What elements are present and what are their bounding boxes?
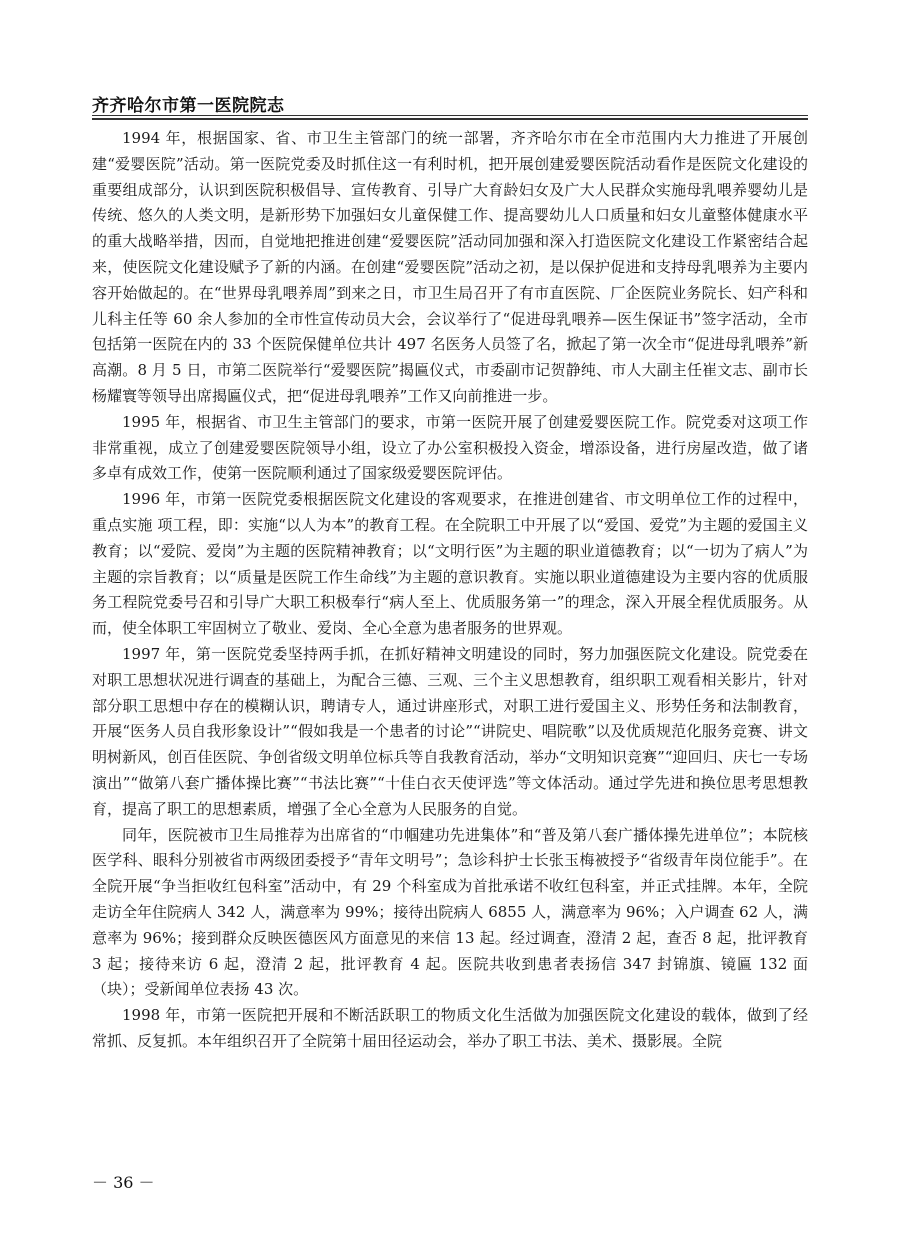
- header-rule-thick: [92, 118, 808, 120]
- paragraph-same-year: 同年，医院被市卫生局推荐为出席省的“巾帼建功先进集体”和“普及第八套广播体操先进单位”；本院核医学科、眼科分别被省市两级团委授予“青年文明号”；急诊科护士长张玉梅被授予“省级青年岗位能手”。在全院开展“争当拒收红包科室”活动中，有 29 个科室成为首批承诺不收红包科室，并正式挂牌。本年，全院走访全年住院病人 342 人，满意率为 99%；接待出院病人 6855 人，满意率为 96%；入户调查 62 人，满意率为 96%；接到群众反映医德医风方面意见的来信 13 起。经过调查，澄清 2 起，查否 8 起，批评教育 3 起；接待来访 6 起，澄清 2 起，批评教育 4 起。医院共收到患者表扬信 347 封锦旗、镜匾 132 面（块）；受新闻单位表扬 43 次。: [92, 825, 808, 999]
- paragraph-1994: 1994 年，根据国家、省、市卫生主管部门的统一部署，齐齐哈尔市在全市范围内大力推进了开展创建“爱婴医院”活动。第一医院党委及时抓住这一有利时机，把开展创建爱婴医院活动看作是医院文化建设的重要组成部分，认识到医院积极倡导、宣传教育、引导广大育龄妇女及广大人民群众实施母乳喂养婴幼儿是传统、悠久的人类文明，是新形势下加强妇女儿童保健工作、提高婴幼儿人口质量和妇女儿童整体健康水平的重大战略举措，因而，自觉地把推进创建“爱婴医院”活动同加强和深入打造医院文化建设工作紧密结合起来，使医院文化建设赋予了新的内涵。在创建“爱婴医院”活动之初，是以保护促进和支持母乳喂养为主要内容开始做起的。在“世界母乳喂养周”到来之日，市卫生局召开了有市直医院、厂企医院业务院长、妇产科和儿科主任等 60 余人参加的全市性宣传动员大会，会议举行了“促进母乳喂养—医生保证书”签字活动，全市包括第一医院在内的 33 个医院保健单位共计 497 名医务人员签了名，掀起了第一次全市“促进母乳喂养”新高潮。8 月 5 日，市第二医院举行“爱婴医院”揭匾仪式，市委副市记贺静纯、市人大副主任崔文志、副市长杨耀寰等领导出席揭匾仪式，把“促进母乳喂养”工作又向前推进一步。: [92, 129, 808, 405]
- paragraph-1996: 1996 年，市第一医院党委根据医院文化建设的客观要求，在推进创建省、市文明单位工作的过程中，重点实施 项工程，即：实施“以人为本”的教育工程。在全院职工中开展了以“爱国、爱党”为主题的爱国主义教育；以“爱院、爱岗”为主题的医院精神教育；以“文明行医”为主题的职业道德教育；以“一切为了病人”为主题的宗旨教育；以“质量是医院工作生命线”为主题的意识教育。实施以职业道德建设为主要内容的优质服务工程院党委号召和引导广大职工积极奉行“病人至上、优质服务第一”的理念，深入开展全程优质服务。从而，使全体职工牢固树立了敬业、爱岗、全心全意为患者服务的世界观。: [92, 490, 808, 638]
- header-rule-thin: [92, 115, 808, 116]
- body-text: [92, 126, 808, 1055]
- paragraph-1995: 1995 年，根据省、市卫生主管部门的要求，市第一医院开展了创建爱婴医院工作。院党委对这项工作非常重视，成立了创建爱婴医院领导小组，设立了办公室积极投入资金，增添设备，进行房屋改造，做了诸多卓有成效工作，使第一医院顺利通过了国家级爱婴医院评估。: [92, 412, 808, 483]
- paragraph-1998: 1998 年，市第一医院把开展和不断活跃职工的物质文化生活做为加强医院文化建设的载体，做到了经常抓、反复抓。本年组织召开了全院第十届田径运动会，举办了职工书法、美术、摄影展。全院: [92, 1006, 808, 1050]
- running-header-title: 齐齐哈尔市第一医院院志: [92, 96, 285, 116]
- paragraph-1997: 1997 年，第一医院党委坚持两手抓，在抓好精神文明建设的同时，努力加强医院文化建设。院党委在对职工思想状况进行调查的基础上，为配合三德、三观、三个主义思想教育，组织职工观看相关影片，针对部分职工思想中存在的模糊认识，聘请专人，通过讲座形式，对职工进行爱国主义、形势任务和法制教育，开展“医务人员自我形象设计”“假如我是一个患者的讨论”“讲院史、唱院歌”以及优质规范化服务竞赛、讲文明树新风，创百佳医院、争创省级文明单位标兵等自我教育活动，举办“文明知识竞赛”“迎回归、庆七一专场演出”“做第八套广播体操比赛”“书法比赛”“十佳白衣天使评选”等文体活动。通过学先进和换位思考思想教育，提高了职工的思想素质，增强了全心全意为人民服务的自觉。: [92, 644, 808, 818]
- page-number: － 36 －: [92, 1173, 155, 1192]
